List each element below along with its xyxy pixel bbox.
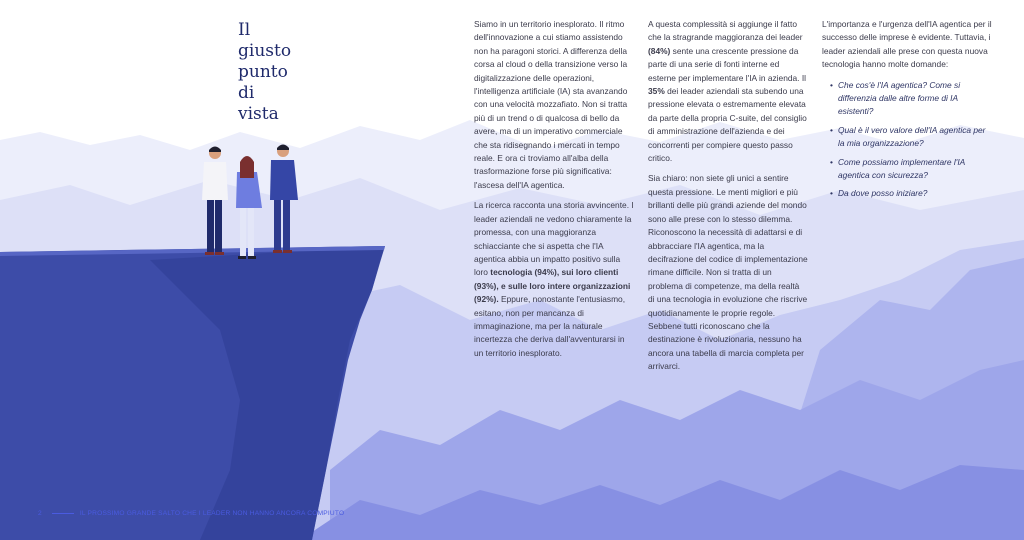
paragraph: Siamo in un territorio inesplorato. Il ritmo dell'innovazione a cui stiamo assistendo non ha paragoni storici. A differenza della corsa al cloud o della transizione verso la digitalizzazione delle operazioni, l'intelligenza artificiale (IA) sta avanzando con una velocità mozzafiato. Non si tratta più di un trend o di qualcosa di bello da avere, ma di un imperativo commerciale che sta ridisegnando i mercati in tempo reale. E ora ci troviamo all'alba della trasformazione forse più significativa: l'ascesa dell'IA agentica. bbox=[474, 19, 628, 190]
list-item: • Che cos'è l'IA agentica? Come si differenzia dalle altre forme di IA esistenti? bbox=[830, 79, 992, 119]
footer-rule bbox=[52, 513, 74, 514]
paragraph-bold: 35% bbox=[648, 86, 665, 97]
paragraph bbox=[648, 18, 808, 165]
paragraph-text: La ricerca racconta una storia avvincente. I leader aziendali ne vedono chiaramente la promessa, con una maggioranza schiacciante che si aspetta che l'IA agentica abbia un impatto positivo sulla loro bbox=[474, 200, 634, 278]
list-item: • Qual è il vero valore dell'IA agentica per la mia organizzazione? bbox=[830, 124, 992, 151]
list-item: • Come possiamo implementare l'IA agentica con sicurezza? bbox=[830, 156, 992, 183]
paragraph: L'importanza e l'urgenza dell'IA agentica per il successo delle imprese è evidente. Tuttavia, i leader aziendali alle prese con questa nuova tecnologia hanno molte domande: bbox=[822, 19, 992, 70]
page-title bbox=[238, 20, 291, 125]
text-column-3 bbox=[822, 18, 992, 206]
running-title: IL PROSSIMO GRANDE SALTO CHE I LEADER NON HANNO ANCORA COMPIUTO bbox=[79, 510, 345, 517]
paragraph-text: Eppure, nonostante l'entusiasmo, esitano, non per mancanza di immaginazione, ma per la naturale incertezza che deriva dall'avventurarsi in un territorio inesplorato. bbox=[474, 294, 626, 358]
title-line: punto bbox=[238, 62, 288, 82]
paragraph: Sia chiaro: non siete gli unici a sentire questa pressione. Le menti migliori e più brillanti delle più grandi aziende del mondo sono alle prese con lo stesso dilemma. Riconoscono la necessità di adattarsi e di abbracciare l'IA agentica, ma la decifrazione del codice di implementazione rimane difficile. Non si tratta di un problema di competenze, ma della realtà di una tecnologia in evoluzione che riscrive quotidianamente le proprie regole. Sebbene tutti riconoscano che la destinazione è rivoluzionaria, nessuno ha ancora una tabella di marcia completa per arrivarci. bbox=[648, 173, 808, 372]
title-line: giusto bbox=[238, 41, 292, 61]
paragraph-text: sente una crescente pressione da parte di una serie di fonti interne ed esterne per implementare l'IA in azienda. Il bbox=[648, 45, 807, 83]
paragraph-bold: tecnologia (94%), sui loro clienti (93%), e sulle loro intere organizzazioni (92%). bbox=[474, 267, 631, 305]
title-line: Il bbox=[238, 20, 251, 40]
text-column-2 bbox=[648, 18, 808, 381]
text-column-1 bbox=[474, 18, 634, 367]
page-footer bbox=[38, 510, 344, 517]
paragraph-bold: (84%) bbox=[648, 45, 671, 56]
title-line: di bbox=[238, 83, 255, 103]
paragraph-text: dei leader aziendali sta subendo una pressione elevata o estremamente elevata da parte della propria C-suite, del consiglio di amministrazione dell'azienda e dei concorrenti per compiere questo passo critico. bbox=[648, 86, 807, 164]
page-number: 2 bbox=[38, 510, 42, 517]
title-line: vista bbox=[238, 104, 279, 124]
list-item: • Da dove posso iniziare? bbox=[830, 187, 992, 200]
questions-list bbox=[822, 79, 992, 201]
paragraph bbox=[474, 199, 634, 360]
paragraph-text: A questa complessità si aggiunge il fatto che la stragrande maggioranza dei leader bbox=[648, 19, 803, 43]
